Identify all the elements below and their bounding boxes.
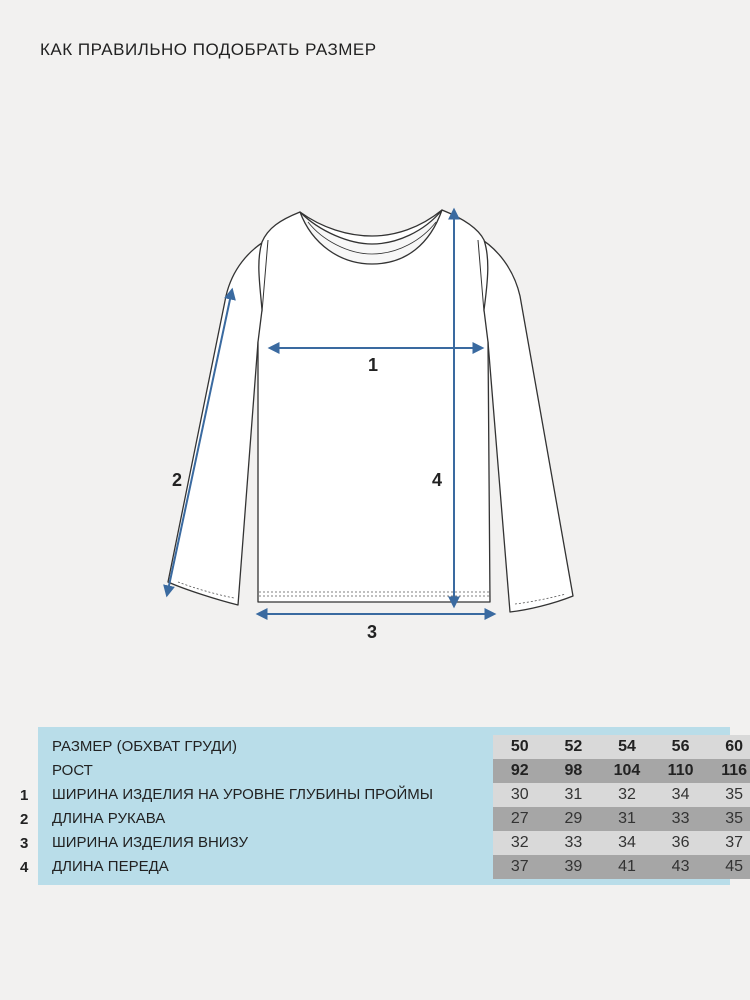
table-cell: 60 (725, 738, 744, 755)
table-cell: 31 (564, 786, 583, 803)
sweatshirt-outline (168, 210, 573, 612)
table-cell: 92 (510, 762, 529, 779)
row-label: ШИРИНА ИЗДЕЛИЯ ВНИЗУ (52, 834, 248, 851)
table-cell: 39 (564, 858, 583, 875)
size-table (38, 727, 748, 885)
table-cell: 54 (618, 738, 636, 755)
row-label: ШИРИНА ИЗДЕЛИЯ НА УРОВНЕ ГЛУБИНЫ ПРОЙМЫ (52, 786, 434, 803)
row-label: РАЗМЕР (ОБХВАТ ГРУДИ) (52, 738, 238, 755)
measure-label-1: 1 (368, 355, 379, 375)
table-cell: 34 (618, 834, 636, 851)
table-cell: 37 (510, 858, 529, 875)
table-cell: 35 (725, 810, 744, 827)
measure-label-4: 4 (432, 470, 443, 490)
table-cell: 34 (671, 786, 690, 803)
table-cell: 43 (671, 858, 690, 875)
table-row (38, 807, 744, 831)
table-cell: 27 (510, 810, 529, 827)
page-title: КАК ПРАВИЛЬНО ПОДОБРАТЬ РАЗМЕР (40, 40, 377, 59)
table-cell: 52 (564, 738, 583, 755)
table-row (38, 855, 744, 879)
row-number: 4 (20, 859, 29, 876)
table-cell: 116 (721, 762, 748, 779)
measure-label-3: 3 (367, 622, 378, 642)
row-label: РОСТ (52, 762, 93, 779)
table-cell: 30 (510, 786, 529, 803)
table-row-size (38, 735, 744, 759)
table-cell: 37 (725, 834, 744, 851)
table-cell: 31 (618, 810, 636, 827)
table-cell: 56 (671, 738, 690, 755)
table-cell: 33 (564, 834, 583, 851)
row-number: 1 (20, 787, 29, 804)
table-cell: 45 (725, 858, 744, 875)
table-cell: 32 (618, 786, 636, 803)
table-cell: 32 (510, 834, 529, 851)
row-label: ДЛИНА РУКАВА (52, 810, 166, 827)
table-cell: 33 (671, 810, 690, 827)
table-cell: 50 (510, 738, 529, 755)
table-row (38, 831, 744, 855)
table-cell: 41 (618, 858, 636, 875)
row-label: ДЛИНА ПЕРЕДА (52, 858, 169, 875)
measure-label-2: 2 (172, 470, 183, 490)
table-cell: 36 (671, 834, 690, 851)
table-cell: 29 (564, 810, 583, 827)
table-row-height (38, 759, 748, 783)
table-cell: 98 (564, 762, 583, 779)
table-cell: 104 (613, 762, 641, 779)
row-number: 2 (20, 811, 29, 828)
table-cell: 35 (725, 786, 744, 803)
row-number: 3 (20, 835, 29, 852)
table-cell: 110 (667, 762, 694, 779)
table-row (38, 783, 744, 807)
